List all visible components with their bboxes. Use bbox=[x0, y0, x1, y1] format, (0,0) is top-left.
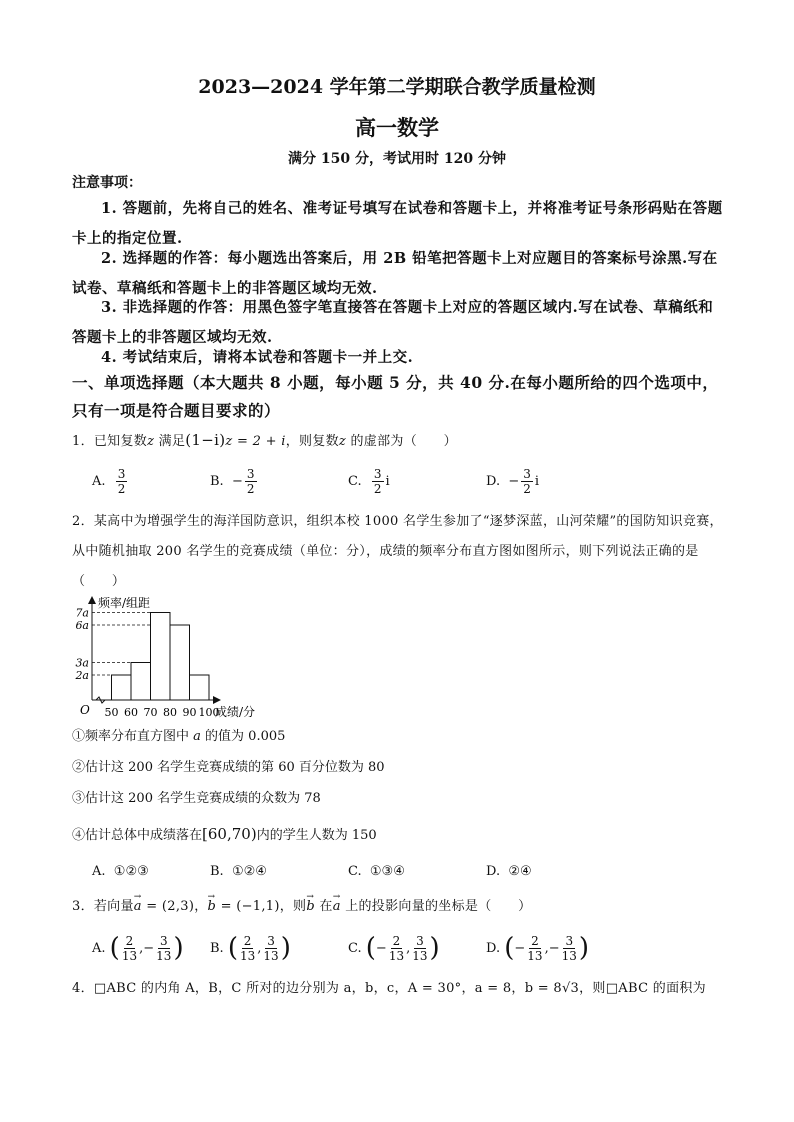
q2-a-text: ①②③ bbox=[113, 863, 149, 879]
exam-title: 2023—2024 学年第二学期联合教学质量检测 bbox=[198, 76, 596, 98]
x-tick-80: 80 bbox=[163, 706, 177, 719]
q1-expr-right: z = 2 + i bbox=[225, 434, 286, 449]
histogram-y-label: 频率/组距 bbox=[98, 596, 151, 610]
q2-b-text: ①②④ bbox=[231, 863, 267, 879]
exam-subject: 高一数学 bbox=[355, 115, 439, 140]
q3-a-def: = (2,3) bbox=[141, 899, 195, 914]
question-2-options bbox=[92, 853, 712, 889]
frequency-histogram bbox=[70, 594, 300, 722]
q1-d-fraction bbox=[521, 467, 533, 496]
q3-vector-a: → a bbox=[134, 892, 142, 922]
q2-s1-mark: ① bbox=[72, 729, 86, 744]
q3-b-n2: 3 bbox=[267, 933, 275, 948]
q1-d-num: 3 bbox=[523, 466, 531, 481]
q2-statement-3 bbox=[72, 788, 321, 810]
q3-b-frac2 bbox=[263, 934, 278, 963]
q2-d-label: D. bbox=[486, 863, 501, 879]
q1-option-a[interactable] bbox=[92, 463, 129, 499]
q3-b-d1: 13 bbox=[239, 948, 256, 963]
q1-b-fraction bbox=[245, 467, 257, 496]
q1-c-fraction bbox=[372, 467, 384, 496]
question-4-stem: 4．□ABC 的内角 A，B，C 所对的边分别为 a，b，c，A = 30°，a = 8，b = 8√3，则□ABC 的面积为 bbox=[72, 981, 706, 996]
q1-c-label: C. bbox=[348, 473, 362, 489]
notice-item-2: 2. 选择题的作答：每小题选出答案后，用 2B 铅笔把答题卡上对应题目的答案标号涂黑.写在试卷、草稿纸和答题卡上的非答题区域均无效. bbox=[72, 250, 718, 297]
question-1-stem bbox=[72, 425, 724, 457]
q2-s4-pre: 估计总体中成绩落在 bbox=[85, 828, 203, 843]
q1-var-z: z bbox=[147, 434, 155, 449]
q3-d-s1: − bbox=[514, 940, 526, 956]
q3-d-frac2 bbox=[562, 934, 577, 963]
q1-option-d[interactable] bbox=[486, 463, 539, 499]
q3-b-label: B. bbox=[210, 940, 224, 956]
q2-option-d[interactable] bbox=[486, 853, 532, 889]
bar-60-70 bbox=[131, 663, 151, 701]
q3-a-n2: 3 bbox=[159, 933, 168, 948]
q2-s4-interval: [60,70) bbox=[202, 825, 257, 843]
q2-s1-post: 的值为 0.005 bbox=[200, 729, 286, 744]
histogram-x-label: 成绩/分 bbox=[215, 705, 256, 719]
q3-pre: 3．若向量 bbox=[72, 899, 134, 914]
x-tick-100: 100 bbox=[198, 706, 220, 719]
q3-d-d1: 13 bbox=[527, 948, 543, 963]
q1-option-c[interactable] bbox=[348, 463, 390, 499]
q3-option-b[interactable]: B. ( $\frac{2}{13}$ , $\frac{3}{13}$ ) bbox=[210, 933, 291, 963]
q3-a-n1: 2 bbox=[125, 933, 134, 948]
q3-option-c[interactable]: C. ( − $\frac{2}{13}$ , $\frac{3}{13}$ ) bbox=[348, 933, 440, 963]
q3-d-n2: 3 bbox=[565, 933, 574, 948]
q1-a-fraction bbox=[116, 467, 128, 496]
q1-a-num: 3 bbox=[117, 466, 126, 481]
q1-c-den: 2 bbox=[373, 481, 382, 496]
q3-a-d1: 13 bbox=[121, 948, 138, 963]
histogram-bars bbox=[112, 613, 210, 701]
q3-d-label: D. bbox=[486, 940, 501, 956]
x-tick-90: 90 bbox=[182, 706, 197, 719]
histogram-origin-label: O bbox=[80, 703, 90, 717]
q1-a-label: A. bbox=[92, 473, 106, 489]
q3-b-n1: 2 bbox=[243, 933, 252, 948]
q3-d-n1: 2 bbox=[531, 933, 539, 948]
bar-90-100 bbox=[190, 675, 210, 700]
q1-d-den: 2 bbox=[523, 481, 531, 496]
q3-b-def: = (−1,1) bbox=[216, 899, 280, 914]
q1-option-b[interactable] bbox=[210, 463, 259, 499]
q3-b-d2: 13 bbox=[263, 948, 279, 963]
bar-80-90 bbox=[170, 625, 190, 700]
q2-statement-2 bbox=[72, 757, 385, 779]
q1-post: 的虚部为（ ） bbox=[346, 434, 457, 449]
question-3-stem: 3．若向量→ a = (2,3)，→ b = (−1,1)，则→ b 在→ a 上的投影向量的坐标是（ ） bbox=[72, 892, 724, 922]
q3-option-d[interactable]: D. ( − $\frac{2}{13}$ , − $\frac{3}{13}$ ) bbox=[486, 933, 590, 963]
q1-pre: 1．已知复数 bbox=[72, 434, 148, 449]
notice-item-4: 4. 考试结束后，请将本试卷和答题卡一并上交. bbox=[101, 349, 414, 366]
q3-vector-b-2: → b bbox=[306, 892, 315, 922]
notice-heading: 注意事项： bbox=[72, 175, 142, 191]
question-3-options bbox=[92, 930, 712, 966]
y-tick-6a: 6a bbox=[75, 619, 89, 632]
q1-d-suffix: i bbox=[534, 473, 540, 489]
q2-option-b[interactable] bbox=[210, 853, 267, 889]
q2-a-label: A. bbox=[92, 863, 106, 879]
q1-expr-left: (1−i) bbox=[185, 431, 226, 449]
q2-s1-pre: 频率分布直方图中 bbox=[85, 729, 194, 744]
q2-s3-mark: ③ bbox=[72, 791, 86, 806]
q2-b-label: B. bbox=[210, 863, 224, 879]
question-1-options bbox=[92, 463, 712, 499]
q3-a-s2: − bbox=[143, 940, 155, 956]
q2-s4-post: 内的学生人数为 150 bbox=[256, 828, 377, 843]
q3-post: 上的投影向量的坐标是（ ） bbox=[340, 899, 532, 914]
exam-info: 满分 150 分，考试用时 120 分钟 bbox=[288, 151, 506, 167]
q2-d-text: ②④ bbox=[508, 863, 532, 879]
q1-d-label: D. bbox=[486, 473, 501, 489]
q1-b-sign: − bbox=[231, 473, 243, 489]
q2-s3-pre: 估计这 200 名学生竞赛成绩的众数为 78 bbox=[85, 791, 321, 806]
q3-vector-a-2: → a bbox=[333, 892, 341, 922]
q2-c-label: C. bbox=[348, 863, 362, 879]
q1-b-num: 3 bbox=[246, 466, 255, 481]
bar-70-80 bbox=[151, 613, 171, 701]
q1-c-suffix: i bbox=[385, 473, 390, 489]
q3-c-n1: 2 bbox=[392, 933, 401, 948]
q1-c-num: 3 bbox=[373, 466, 382, 481]
q2-option-c[interactable] bbox=[348, 853, 405, 889]
q1-mid1: 满足 bbox=[154, 434, 186, 449]
q1-mid2: ，则复数 bbox=[285, 434, 339, 449]
y-tick-7a: 7a bbox=[75, 606, 89, 620]
q3-a-label: A. bbox=[92, 940, 106, 956]
q3-vector-b: → b bbox=[208, 892, 217, 922]
q3-d-d2: 13 bbox=[561, 948, 577, 963]
q1-b-den: 2 bbox=[246, 481, 255, 496]
bar-50-60 bbox=[112, 675, 132, 700]
section-1-heading: 一、单项选择题（本大题共 8 小题，每小题 5 分，共 40 分.在每小题所给的四个选项中，只有一项是符合题目要求的） bbox=[72, 373, 719, 420]
q2-s4-mark: ④ bbox=[72, 828, 86, 843]
q1-var-z-2: z bbox=[338, 434, 347, 449]
x-tick-60: 60 bbox=[124, 706, 138, 719]
x-tick-70: 70 bbox=[143, 706, 158, 719]
q2-s1-var: a bbox=[193, 729, 201, 744]
q2-statement-4 bbox=[72, 823, 377, 847]
notice-item-1: 1. 答题前，先将自己的姓名、准考证号填写在试卷和答题卡上，并将准考证号条形码贴在答题卡上的指定位置. bbox=[72, 200, 723, 247]
q2-statement-1 bbox=[72, 726, 285, 748]
notice-item-3: 3. 非选择题的作答：用黑色签字笔直接答在答题卡上对应的答题区域内.写在试卷、草稿纸和答题卡上的非答题区域均无效. bbox=[72, 299, 714, 346]
question-2-stem: 2．某高中为增强学生的海洋国防意识，组织本校 1000 名学生参加了“逐梦深蓝，山河荣耀”的国防知识竞赛，从中随机抽取 200 名学生的竞赛成绩（单位：分），成绩的频率分布直方图如图所示，则下列说法正确的是（ ） bbox=[72, 514, 723, 589]
q1-a-den: 2 bbox=[117, 481, 126, 496]
q3-c-label: C. bbox=[348, 940, 362, 956]
y-tick-3a: 3a bbox=[75, 656, 89, 670]
q3-b-frac1 bbox=[240, 934, 255, 963]
q1-d-sign: − bbox=[508, 473, 520, 489]
q3-a-frac2 bbox=[156, 934, 171, 963]
q2-s2-mark: ② bbox=[72, 760, 86, 775]
histogram-y-ticks bbox=[74, 607, 89, 683]
q3-d-s2: − bbox=[548, 940, 560, 956]
q3-a-frac1 bbox=[122, 934, 137, 963]
q2-c-text: ①③④ bbox=[369, 863, 405, 879]
q3-d-frac1 bbox=[527, 934, 542, 963]
q3-c-frac1 bbox=[389, 934, 404, 963]
q3-c-d2: 13 bbox=[412, 948, 428, 963]
q3-c-frac2 bbox=[412, 934, 427, 963]
y-tick-2a: 2a bbox=[75, 669, 89, 682]
q2-s2-pre: 估计这 200 名学生竞赛成绩的第 60 百分位数为 80 bbox=[85, 760, 385, 775]
histogram-x-ticks bbox=[105, 706, 220, 719]
q3-c-n2: 3 bbox=[416, 933, 424, 948]
q3-c-s1: − bbox=[375, 940, 387, 956]
q3-c-d1: 13 bbox=[388, 948, 405, 963]
q3-a-d2: 13 bbox=[156, 948, 172, 963]
q3-mid2: 在 bbox=[314, 899, 333, 914]
x-tick-50: 50 bbox=[104, 706, 119, 719]
q3-mid: ，则 bbox=[279, 899, 307, 914]
q1-b-label: B. bbox=[210, 473, 224, 489]
q3-option-a[interactable]: A. ( $\frac{2}{13}$ , − $\frac{3}{13}$ ) bbox=[92, 933, 184, 963]
